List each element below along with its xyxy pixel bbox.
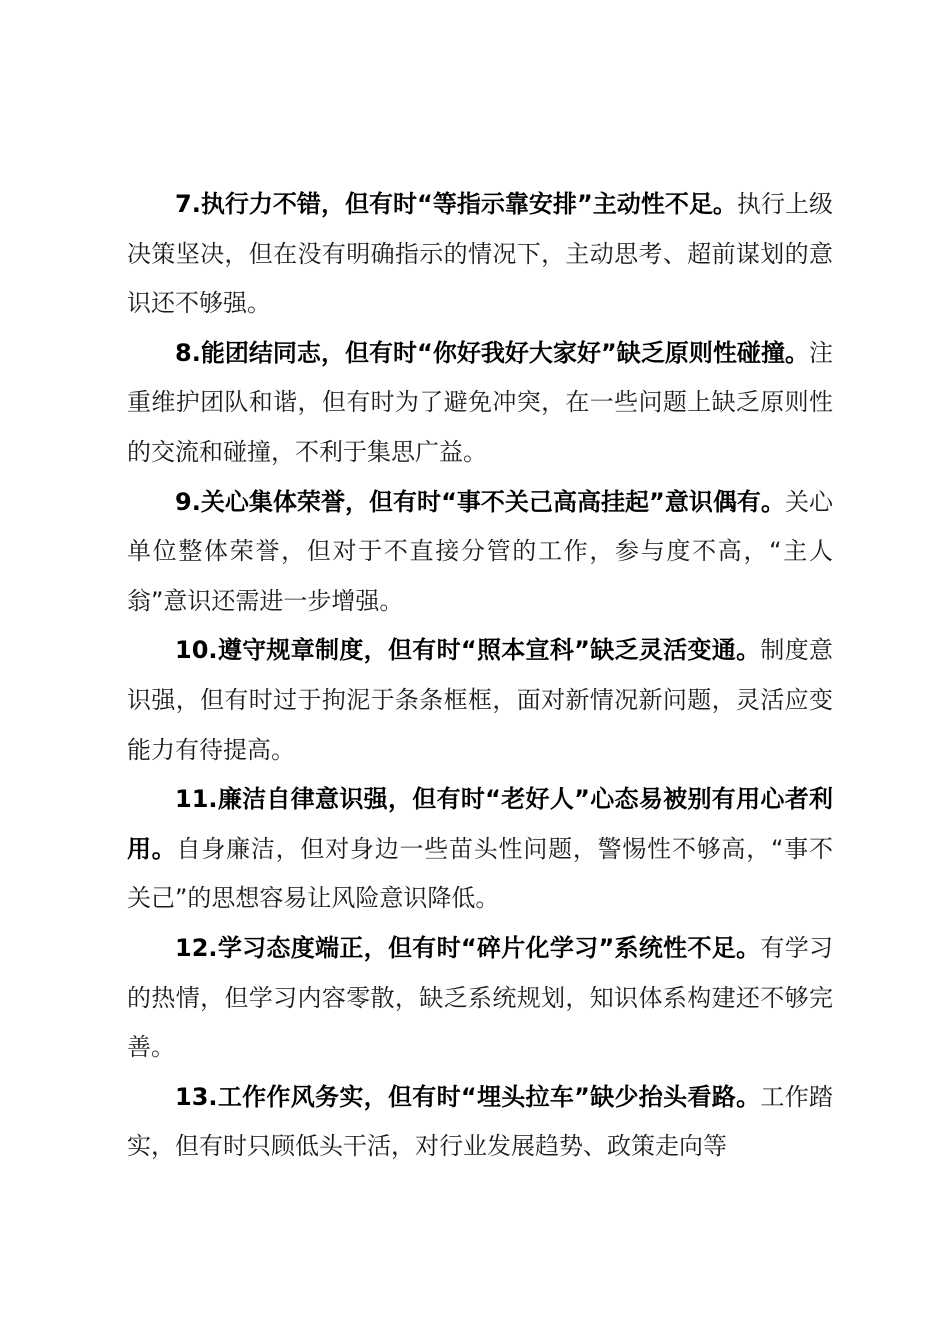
paragraph-body: 自身廉洁，但对身边一些苗头性问题，警惕性不够高，“事不关己”的思想容易让风险意识降低。 [127, 834, 834, 913]
paragraph-body: 执行上级决策坚决，但在没有明确指示的情况下，主动思考、超前谋划的意识还不够强。 [127, 190, 833, 318]
document-page [127, 180, 833, 1172]
paragraph-heading: 13.工作作风务实，但有时“埋头拉车”缺少抬头看路。 [175, 1082, 761, 1111]
paragraph-heading: 8.能团结同志，但有时“你好我好大家好”缺乏原则性碰撞。 [175, 338, 809, 367]
paragraph-body: 有学习的热情，但学习内容零散，缺乏系统规划，知识体系构建还不够完善。 [127, 933, 834, 1062]
paragraph-item-8 [127, 329, 833, 478]
paragraph-item-10 [127, 626, 833, 775]
paragraph-body: 注重维护团队和谐，但有时为了避免冲突，在一些问题上缺乏原则性的交流和碰撞，不利于集思广益。 [127, 338, 833, 466]
paragraph-item-7 [127, 180, 833, 329]
paragraph-item-9 [127, 478, 833, 627]
paragraph-item-11 [127, 775, 833, 924]
paragraph-item-13 [127, 1073, 833, 1172]
paragraph-heading: 10.遵守规章制度，但有时“照本宣科”缺乏灵活变通。 [175, 636, 761, 665]
paragraph-item-12 [127, 924, 833, 1073]
paragraph-body: 关心单位整体荣誉，但对于不直接分管的工作，参与度不高，“主人翁”意识还需进一步增强。 [127, 487, 833, 615]
paragraph-heading: 9.关心集体荣誉，但有时“事不关己高高挂起”意识偶有。 [175, 487, 785, 516]
paragraph-heading: 11.廉洁自律意识强，但有时“老好人”心态易被别有用心者利用。 [127, 785, 833, 863]
paragraph-heading: 12.学习态度端正，但有时“碎片化学习”系统性不足。 [175, 933, 761, 962]
paragraph-heading: 7.执行力不错，但有时“等指示靠安排”主动性不足。 [175, 190, 737, 218]
paragraph-body: 制度意识强，但有时过于拘泥于条条框框，面对新情况新问题，灵活应变能力有待提高。 [127, 636, 834, 764]
paragraph-body: 工作踏实，但有时只顾低头干活，对行业发展趋势、政策走向等 [127, 1082, 834, 1161]
